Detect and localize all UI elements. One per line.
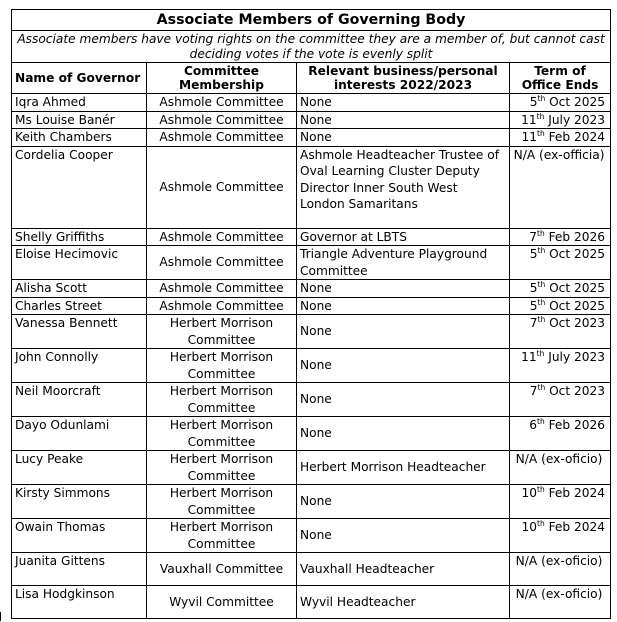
table-row xyxy=(12,417,611,451)
term-ordinal-suffix: th xyxy=(537,280,546,289)
governor-name: Keith Chambers xyxy=(12,129,147,147)
term-month-year: Oct 2025 xyxy=(545,298,606,313)
term-of-office-ends xyxy=(510,315,611,349)
governor-name: Vanessa Bennett xyxy=(12,315,147,349)
term-day: 5 xyxy=(529,298,538,313)
committee-membership: Ashmole Committee xyxy=(147,228,297,246)
term-of-office-ends xyxy=(510,129,611,147)
table-row xyxy=(12,485,611,519)
header-interests: Relevant business/personal interests 2022/2023 xyxy=(297,63,510,94)
relevant-interests: Governor at LBTS xyxy=(297,228,510,246)
term-month-year: July 2023 xyxy=(544,112,606,127)
term-of-office-ends xyxy=(510,451,611,485)
term-day: 6 xyxy=(529,418,537,432)
relevant-interests: Ashmole Headteacher Trustee of Oval Learning Cluster Deputy Director Inner South West London Samaritans xyxy=(297,146,510,228)
committee-membership: Herbert Morrison Committee xyxy=(147,485,297,519)
term-day: 7 xyxy=(529,384,538,398)
table-row xyxy=(12,246,611,280)
governor-name: Ms Louise Banér xyxy=(12,111,147,129)
term-month-year: Oct 2025 xyxy=(545,281,606,295)
term-of-office-ends xyxy=(510,586,611,619)
term-month-year: Oct 2023 xyxy=(545,316,606,330)
term-ordinal-suffix: th xyxy=(536,111,545,121)
title-row xyxy=(12,10,611,31)
governor-name: Lisa Hodgkinson xyxy=(12,586,147,619)
committee-membership: Herbert Morrison Committee xyxy=(147,349,297,383)
committee-membership: Herbert Morrison Committee xyxy=(147,451,297,485)
table-row xyxy=(12,129,611,147)
term-ordinal-suffix: th xyxy=(537,417,545,426)
term-ordinal-suffix: th xyxy=(537,519,545,528)
committee-membership: Ashmole Committee xyxy=(147,297,297,315)
table-row xyxy=(12,349,611,383)
term-day: 7 xyxy=(529,316,538,330)
term-month-year: Feb 2024 xyxy=(544,130,606,144)
relevant-interests: None xyxy=(297,485,510,519)
term-day: N/A (ex-oficio) xyxy=(515,452,603,466)
table-row xyxy=(12,146,611,228)
governor-name: Alisha Scott xyxy=(12,280,147,298)
table-row xyxy=(12,94,611,112)
committee-membership: Vauxhall Committee xyxy=(147,553,297,586)
table-row xyxy=(12,553,611,586)
term-of-office-ends xyxy=(510,146,611,228)
term-day: 10 xyxy=(521,520,537,534)
term-month-year: Oct 2025 xyxy=(545,95,606,109)
relevant-interests: None xyxy=(297,383,510,417)
relevant-interests: Vauxhall Headteacher xyxy=(297,553,510,586)
term-of-office-ends xyxy=(510,228,611,246)
relevant-interests: None xyxy=(297,315,510,349)
relevant-interests: None xyxy=(297,349,510,383)
term-month-year: Oct 2023 xyxy=(545,384,606,398)
term-ordinal-suffix: th xyxy=(537,228,545,238)
committee-membership: Wyvil Committee xyxy=(147,586,297,619)
governor-name: Neil Moorcraft xyxy=(12,383,147,417)
table-row xyxy=(12,280,611,298)
term-day: N/A (ex-officia) xyxy=(513,147,605,162)
relevant-interests: None xyxy=(297,129,510,147)
table-row xyxy=(12,297,611,315)
header-row xyxy=(12,63,611,94)
term-day: 5 xyxy=(529,281,538,295)
governor-name: Kirsty Simmons xyxy=(12,485,147,519)
term-ordinal-suffix: th xyxy=(536,349,545,358)
governor-name: Charles Street xyxy=(12,297,147,315)
committee-membership: Ashmole Committee xyxy=(147,280,297,298)
term-day: 5 xyxy=(529,247,538,261)
term-of-office-ends xyxy=(510,553,611,586)
relevant-interests: Herbert Morrison Headteacher xyxy=(297,451,510,485)
committee-membership: Ashmole Committee xyxy=(147,146,297,228)
governor-name: Owain Thomas xyxy=(12,519,147,553)
term-of-office-ends xyxy=(510,246,611,280)
governors-table xyxy=(11,9,611,619)
table-row xyxy=(12,383,611,417)
committee-membership: Ashmole Committee xyxy=(147,129,297,147)
governor-name: Iqra Ahmed xyxy=(12,94,147,112)
term-day: N/A (ex-oficio) xyxy=(515,587,603,601)
term-day: N/A (ex-oficio) xyxy=(515,554,603,568)
term-ordinal-suffix: th xyxy=(537,383,546,392)
term-day: 11 xyxy=(521,130,537,144)
relevant-interests: Wyvil Headteacher xyxy=(297,586,510,619)
committee-membership: Ashmole Committee xyxy=(147,94,297,112)
term-day: 5 xyxy=(529,95,538,109)
term-of-office-ends xyxy=(510,297,611,315)
committee-membership: Herbert Morrison Committee xyxy=(147,315,297,349)
table-row xyxy=(12,315,611,349)
table-row xyxy=(12,519,611,553)
relevant-interests: None xyxy=(297,417,510,451)
governor-name: John Connolly xyxy=(12,349,147,383)
table-row xyxy=(12,111,611,129)
relevant-interests: None xyxy=(297,297,510,315)
term-of-office-ends xyxy=(510,349,611,383)
term-of-office-ends xyxy=(510,383,611,417)
term-month-year: Feb 2026 xyxy=(544,229,606,244)
term-month-year: Feb 2024 xyxy=(544,520,606,534)
governor-name: Shelly Griffiths xyxy=(12,228,147,246)
table-title: Associate Members of Governing Body xyxy=(12,10,611,31)
term-ordinal-suffix: th xyxy=(537,297,546,307)
governor-name: Dayo Odunlami xyxy=(12,417,147,451)
header-term: Term of Office Ends xyxy=(510,63,611,94)
relevant-interests: None xyxy=(297,519,510,553)
header-name: Name of Governor xyxy=(12,63,147,94)
term-ordinal-suffix: th xyxy=(537,94,546,103)
committee-membership: Ashmole Committee xyxy=(147,246,297,280)
term-of-office-ends xyxy=(510,417,611,451)
term-month-year: Feb 2024 xyxy=(544,486,606,500)
term-month-year: July 2023 xyxy=(544,350,606,364)
relevant-interests: Triangle Adventure Playground Committee xyxy=(297,246,510,280)
governor-name: Juanita Gittens xyxy=(12,553,147,586)
committee-membership: Herbert Morrison Committee xyxy=(147,417,297,451)
table-row xyxy=(12,451,611,485)
term-of-office-ends xyxy=(510,485,611,519)
governor-name: Lucy Peake xyxy=(12,451,147,485)
relevant-interests: None xyxy=(297,111,510,129)
term-of-office-ends xyxy=(510,111,611,129)
term-ordinal-suffix: th xyxy=(537,485,545,494)
term-ordinal-suffix: th xyxy=(537,129,545,138)
term-of-office-ends xyxy=(510,280,611,298)
committee-membership: Ashmole Committee xyxy=(147,111,297,129)
term-day: 11 xyxy=(521,350,537,364)
voting-note: Associate members have voting rights on the committee they are a member of, but cannot cast deciding votes if the vote is evenly split xyxy=(12,31,611,63)
header-committee: Committee Membership xyxy=(147,63,297,94)
term-day: 7 xyxy=(529,229,537,244)
governors-document xyxy=(11,9,611,619)
table-row xyxy=(12,228,611,246)
term-ordinal-suffix: th xyxy=(537,246,546,255)
term-day: 10 xyxy=(521,486,537,500)
table-row xyxy=(12,586,611,619)
term-of-office-ends xyxy=(510,94,611,112)
term-month-year: Feb 2026 xyxy=(544,418,606,432)
governor-name: Eloise Hecimovic xyxy=(12,246,147,280)
term-day: 11 xyxy=(521,112,537,127)
relevant-interests: None xyxy=(297,94,510,112)
committee-membership: Herbert Morrison Committee xyxy=(147,383,297,417)
relevant-interests: None xyxy=(297,280,510,298)
term-month-year: Oct 2025 xyxy=(545,247,606,261)
term-of-office-ends xyxy=(510,519,611,553)
governor-name: Cordelia Cooper xyxy=(12,146,147,228)
term-ordinal-suffix: th xyxy=(537,315,546,324)
note-row xyxy=(12,31,611,63)
page-margin-marker xyxy=(0,612,1,621)
committee-membership: Herbert Morrison Committee xyxy=(147,519,297,553)
